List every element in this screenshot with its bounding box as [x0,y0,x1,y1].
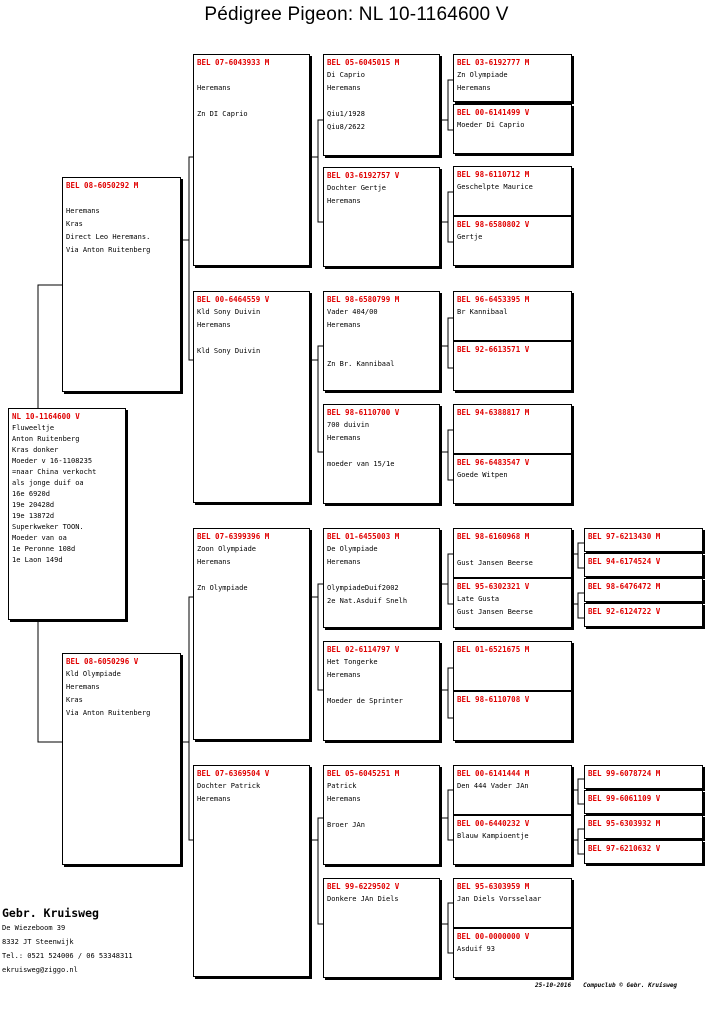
grandsire-paternal-card[interactable] [193,54,310,266]
footer [535,982,689,989]
info-line: Kras donker [12,446,59,454]
ring-number: BEL 02-6114797 V [327,645,400,654]
ring-number: BEL 98-6110712 M [457,170,530,179]
ring-number: BEL 01-6521675 M [457,645,530,654]
info-line: 700 duivin [327,421,370,429]
father-card[interactable] [62,177,181,392]
info-line: als jonge duif oa [12,479,84,487]
info-line: Dochter Patrick [197,782,261,790]
ring-number: BEL 00-6141499 V [457,108,530,117]
info-line: moeder van 15/1e [327,460,395,468]
info-line: Br Kannibaal [457,308,508,316]
ring-number: BEL 03-6192757 V [327,171,400,180]
info-line: Gust Jansen Beerse [457,608,533,616]
info-line: Superkweker TOON. [12,523,84,531]
info-line: =naar China verkocht [12,468,97,476]
owner-info [2,905,133,977]
info-line: Moeder v 16-1108235 [12,457,93,465]
info-line: Moeder Di Caprio [457,121,525,129]
info-line [327,445,436,458]
ring-number: BEL 96-6483547 V [457,458,530,467]
print-date: 25-10-2016 [535,982,572,989]
info-line: Gust Jansen Beerse [457,559,533,567]
info-line: Heremans [66,683,100,691]
ancestor-card-g4[interactable] [453,216,572,266]
ancestor-card-g4[interactable] [453,104,572,154]
info-line: Zn Olympiade [457,71,508,79]
info-line [327,95,436,108]
ancestor-card-g4[interactable] [453,878,572,928]
ancestor-card-fmm[interactable] [323,404,440,504]
info-line [327,569,436,582]
ancestor-card-g5[interactable] [584,840,703,864]
info-line: Vader 404/00 [327,308,378,316]
ring-number: BEL 07-6043933 M [197,58,270,67]
granddam-paternal-card[interactable] [193,291,310,503]
mother-card[interactable] [62,653,181,865]
info-line: Goede Witpen [457,471,508,479]
ring-number: BEL 98-6476472 M [588,582,661,591]
info-line: Direct Leo Heremans. [66,233,151,241]
info-line [327,332,436,345]
granddam-maternal-card[interactable] [193,765,310,977]
info-line: Heremans [327,795,361,803]
ancestor-card-g4[interactable] [453,815,572,865]
ancestor-card-g5[interactable] [584,815,703,839]
info-line: Heremans [197,321,231,329]
ring-number: BEL 00-6464559 V [197,295,270,304]
ring-number: BEL 97-6210632 V [588,844,661,853]
ring-number: BEL 96-6453395 M [457,295,530,304]
ancestor-card-g4[interactable] [453,341,572,391]
ancestor-card-g5[interactable] [584,553,703,577]
info-line: Via Anton Ruitenberg [66,246,151,254]
info-line: Kras [66,220,83,228]
info-line: Heremans [327,558,361,566]
ring-number: BEL 98-6580799 M [327,295,400,304]
ancestor-card-mmm[interactable] [323,878,440,978]
ring-number: BEL 07-6369504 V [197,769,270,778]
owner-email[interactable]: ekruisweg@ziggo.nl [2,966,78,974]
info-line: Kld Olympiade [66,670,121,678]
ring-number: BEL 99-6061109 V [588,794,661,803]
ancestor-card-g5[interactable] [584,528,703,552]
info-line: Gertje [457,233,483,241]
info-line: Het Tongerke [327,658,378,666]
owner-address: De Wiezeboom 39 [2,924,66,932]
grandsire-maternal-card[interactable] [193,528,310,740]
ring-number: BEL 98-6110700 V [327,408,400,417]
info-line: 2e Nat.Asduif Snelh [327,597,408,605]
info-line [197,95,306,108]
ring-number: BEL 99-6078724 M [588,769,661,778]
ring-number: BEL 98-6580802 V [457,220,530,229]
info-line: Heremans [327,671,361,679]
credit-text: Compuclub © Gebr. Kruisweg [583,982,678,989]
ancestor-card-fff[interactable] [323,54,440,156]
ring-number: BEL 95-6302321 V [457,582,530,591]
ancestor-card-g4[interactable] [453,54,572,102]
info-line: Heremans [197,795,231,803]
info-line [327,345,436,358]
info-line: Jan Diels Vorsselaar [457,895,542,903]
ring-number: BEL 01-6455003 M [327,532,400,541]
ancestor-card-g4[interactable] [453,454,572,504]
info-line: Asduif 93 [457,945,495,953]
info-line [197,332,306,345]
ancestor-card-mmf[interactable] [323,765,440,865]
info-line: Heremans [66,207,100,215]
info-line: Zn DI Caprio [197,110,248,118]
info-line: Qiu8/2622 [327,123,365,131]
info-line: Donkere JAn Diels [327,895,399,903]
ancestor-card-g4[interactable] [453,291,572,341]
ring-number: BEL 05-6045251 M [327,769,400,778]
info-line: Heremans [197,84,231,92]
info-line: Kras [66,696,83,704]
ring-number: BEL 98-6110708 V [457,695,530,704]
ring-number: BEL 92-6124722 V [588,607,661,616]
ancestor-card-g5[interactable] [584,765,703,789]
info-line [327,806,436,819]
ring-number: BEL 98-6160968 M [457,532,530,541]
owner-city: 8332 JT Steenwijk [2,938,74,946]
ring-number: BEL 08-6050292 M [66,181,139,190]
owner-phone: Tel.: 0521 524006 / 06 53348311 [2,952,133,960]
ring-number: BEL 07-6399396 M [197,532,270,541]
ancestor-card-g5[interactable] [584,578,703,602]
ancestor-card-g4[interactable] [453,691,572,741]
owner-name: Gebr. Kruisweg [2,906,99,920]
ancestor-card-mff[interactable] [323,528,440,628]
ring-number: BEL 94-6388817 M [457,408,530,417]
info-line: 16e 6920d [12,490,50,498]
info-line: Di Caprio [327,71,365,79]
ancestor-card-g5[interactable] [584,790,703,814]
info-line: Broer JAn [327,821,365,829]
ancestor-card-g5[interactable] [584,603,703,627]
ancestor-card-g4[interactable] [453,928,572,978]
info-line: Heremans [327,321,361,329]
info-line: Heremans [197,558,231,566]
ring-number: BEL 95-6303932 M [588,819,661,828]
info-line: Zn Br. Kannibaal [327,360,395,368]
info-line: Moeder van oa [12,534,67,542]
ancestor-card-fmf[interactable] [323,291,440,391]
info-line: 1e Peronne 108d [12,545,76,553]
info-line: Kld Sony Duivin [197,308,261,316]
ring-number: BEL 92-6613571 V [457,345,530,354]
info-line: Late Gusta [457,595,500,603]
ring-number: BEL 95-6303959 M [457,882,530,891]
ancestor-card-g4[interactable] [453,641,572,691]
info-line: Kld Sony Duivin [197,347,261,355]
ring-number: BEL 94-6174524 V [588,557,661,566]
ring-number: BEL 03-6192777 M [457,58,530,67]
info-line: Moeder de Sprinter [327,697,403,705]
info-line [197,569,306,582]
info-line: Via Anton Ruitenberg [66,709,151,717]
subject-pigeon-card[interactable] [8,408,126,620]
info-line: Heremans [327,434,361,442]
info-line: De Olympiade [327,545,378,553]
info-line: Heremans [327,197,361,205]
info-line: Fluweeltje [12,424,55,432]
ancestor-card-g4[interactable] [453,578,572,628]
info-line: Patrick [327,782,357,790]
ring-number: BEL 99-6229502 V [327,882,400,891]
ancestor-card-ffm[interactable] [323,167,440,267]
ring-number: BEL 00-0000000 V [457,932,530,941]
ancestor-card-g4[interactable] [453,404,572,454]
ancestor-card-g4[interactable] [453,528,572,578]
ancestor-card-g4[interactable] [453,166,572,216]
info-line: OlympiadeDuif2002 [327,584,399,592]
ancestor-card-g4[interactable] [453,765,572,815]
info-line: 1e Laon 149d [12,556,63,564]
ring-number: BEL 00-6440232 V [457,819,530,828]
ring-number: BEL 00-6141444 M [457,769,530,778]
ancestor-card-mfm[interactable] [323,641,440,741]
info-line: Heremans [327,84,361,92]
page-title: Pédigree Pigeon: NL 10-1164600 V [204,4,509,25]
info-line: Qiu1/1928 [327,110,365,118]
ring-number: BEL 97-6213430 M [588,532,661,541]
info-line: Blauw Kampioentje [457,832,529,840]
ring-number: BEL 08-6050296 V [66,657,139,666]
info-line: Geschelpte Maurice [457,183,533,191]
ring-number: BEL 05-6045015 M [327,58,400,67]
info-line: Zoon Olympiade [197,545,257,553]
info-line: Heremans [457,84,491,92]
ring-number: NL 10-1164600 V [12,412,80,421]
info-line: Dochter Gertje [327,184,387,192]
info-line: 19e 13872d [12,512,55,520]
info-line [327,682,436,695]
info-line: Anton Ruitenberg [12,435,80,443]
info-line: Den 444 Vader JAn [457,782,529,790]
info-line: Zn Olympiade [197,584,248,592]
info-line: 19e 20428d [12,501,55,509]
